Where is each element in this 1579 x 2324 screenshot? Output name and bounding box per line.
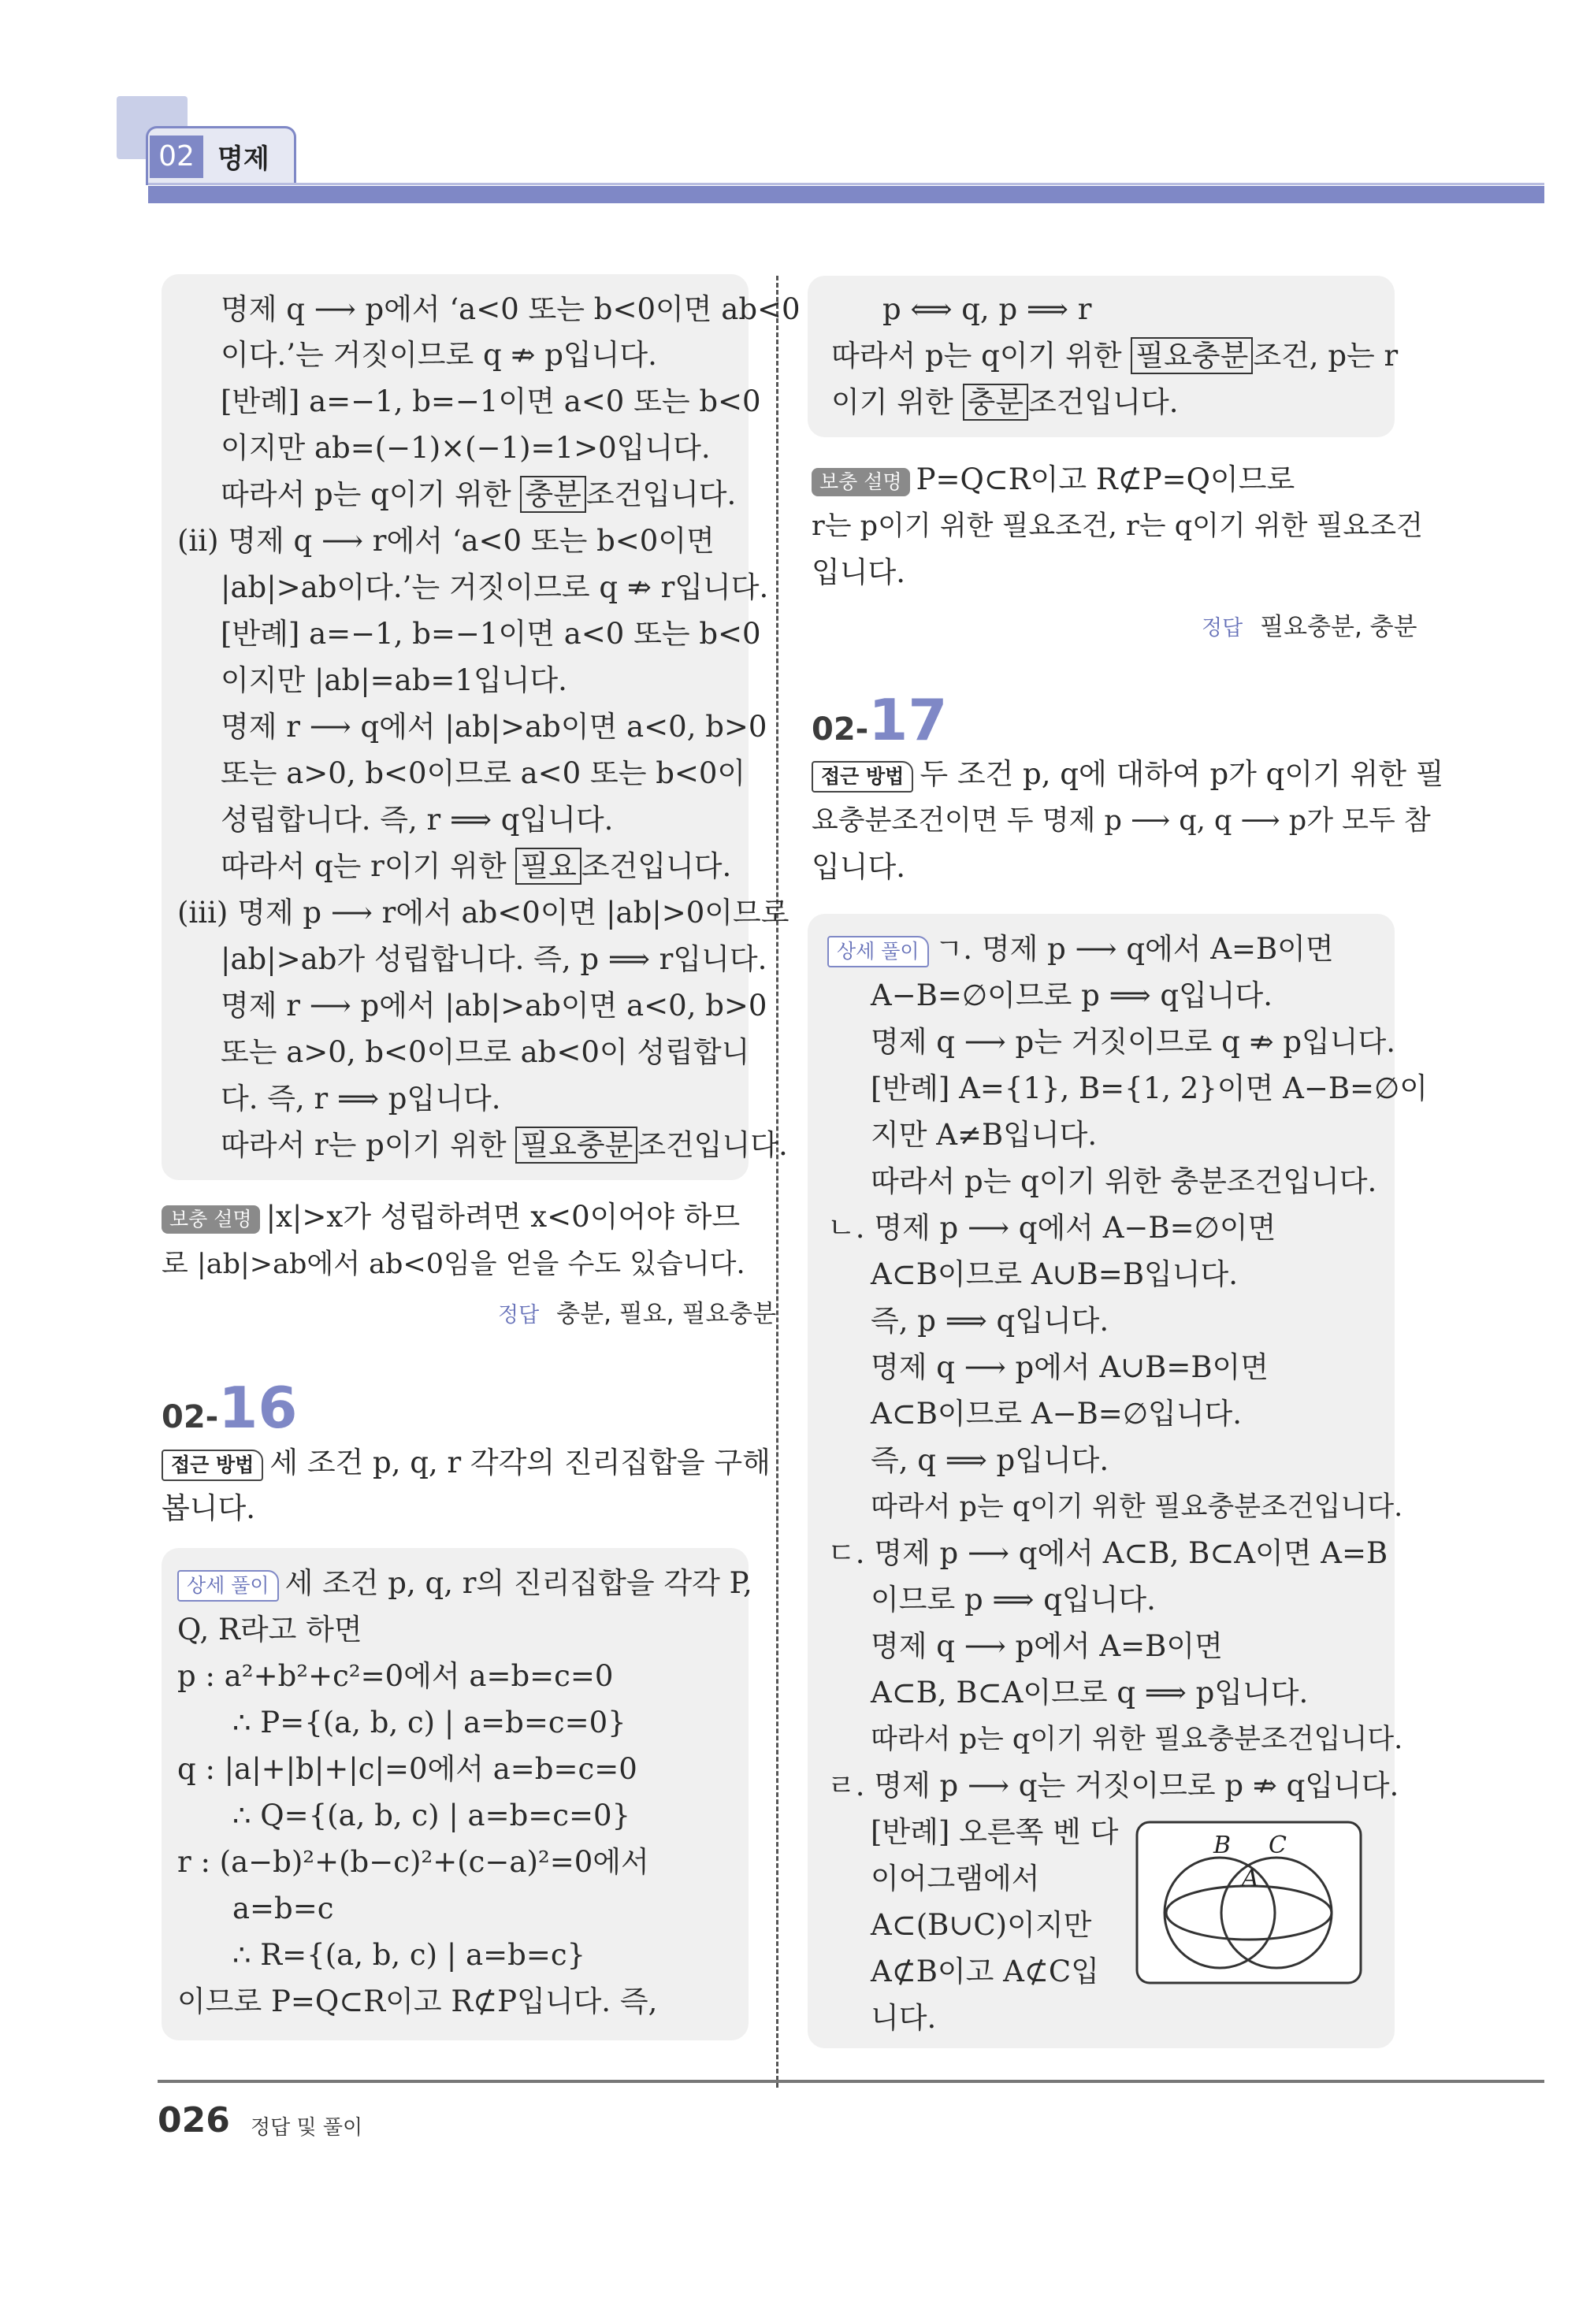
text-line: q : |a|+|b|+|c|=0에서 a=b=c=0: [177, 1752, 637, 1786]
answer-box: 필요충분: [515, 1127, 637, 1164]
text-line: 이다.’는 거짓이므로 q ⇏ p입니다.: [221, 338, 657, 372]
approach-tag: 접근 방법: [162, 1450, 263, 1481]
note-tag: 보충 설명: [812, 468, 910, 496]
note-tag: 보충 설명: [162, 1205, 260, 1234]
text-line: 지만 A≠B입니다.: [871, 1118, 1098, 1152]
venn-diagram: [1135, 1820, 1363, 1985]
chapter-title: 명제: [217, 143, 269, 175]
text-line: 명제 r ⟶ q에서 |ab|>ab이면 a<0, b>0: [221, 710, 767, 744]
venn-label-b: B: [1213, 1832, 1232, 1859]
text-line: A⊂B이므로 A∪B=B입니다.: [871, 1257, 1238, 1291]
approach-line: 요충분조건이면 두 명제 p ⟶ q, q ⟶ p가 모두 참: [812, 805, 1431, 837]
answer-label: 정답: [498, 1303, 540, 1327]
note-line: 로 |ab|>ab에서 ab<0임을 얻을 수도 있습니다.: [162, 1249, 745, 1280]
text-line: ㄷ. 명제 p ⟶ q에서 A⊂B, B⊂A이면 A=B: [827, 1536, 1388, 1570]
answer-box: 충분: [963, 384, 1028, 421]
column-divider: [776, 276, 778, 2088]
text-line: A⊂B이므로 A−B=∅입니다.: [871, 1397, 1243, 1431]
problem-number: 02-17: [812, 687, 948, 753]
text-line: ∴ P={(a, b, c) | a=b=c=0}: [232, 1706, 626, 1739]
text-line: [반례] a=−1, b=−1이면 a<0 또는 b<0: [221, 617, 761, 651]
text-line: ∴ R={(a, b, c) | a=b=c}: [232, 1938, 586, 1972]
text-line: 이지만 ab=(−1)×(−1)=1>0입니다.: [221, 431, 711, 465]
text-line: p : a²+b²+c²=0에서 a=b=c=0: [177, 1659, 614, 1693]
text-line: (iii) 명제 p ⟶ r에서 ab<0이면 |ab|>0이므로: [177, 896, 790, 930]
text-line: A−B=∅이므로 p ⟹ q입니다.: [871, 978, 1273, 1012]
approach-line: 봅니다.: [162, 1491, 255, 1525]
footer-rule: [158, 2080, 1544, 2083]
text-line: 성립합니다. 즉, r ⟹ q입니다.: [221, 803, 614, 837]
detail-tag: 상세 풀이: [177, 1570, 279, 1602]
detail-tag: 상세 풀이: [827, 936, 929, 967]
text-line: (ii) 명제 q ⟶ r에서 ‘a<0 또는 b<0이면: [177, 524, 715, 558]
text-line: p ⟺ q, p ⟹ r: [882, 292, 1092, 326]
answer-box: 필요: [515, 848, 581, 885]
text-line: 명제 q ⟶ p에서 A=B이면: [871, 1629, 1223, 1663]
text-line: 명제 r ⟶ p에서 |ab|>ab이면 a<0, b>0: [221, 989, 767, 1023]
text-line: 즉, q ⟹ p입니다.: [871, 1443, 1109, 1477]
text-line: 이기 위한 충분 조건입니다.: [831, 385, 1179, 419]
header-bar: [148, 186, 1544, 203]
text-line: 명제 q ⟶ p에서 ‘a<0 또는 b<0이면 ab<0: [221, 292, 801, 326]
text-line: 따라서 r는 p이기 위한 필요충분 조건입니다.: [221, 1128, 788, 1162]
text-line: A⊄B이고 A⊄C입: [871, 1955, 1099, 1988]
chapter-number: 02: [150, 136, 203, 178]
venn-label-c: C: [1269, 1832, 1287, 1859]
text-line: ㄹ. 명제 p ⟶ q는 거짓이므로 p ⇏ q입니다.: [827, 1769, 1399, 1802]
text-line: 즉, p ⟹ q입니다.: [871, 1304, 1109, 1338]
text-line: 따라서 p는 q이기 위한 필요충분조건입니다.: [871, 1724, 1403, 1755]
venn-label-a: A: [1242, 1865, 1259, 1892]
text-line: ∴ Q={(a, b, c) | a=b=c=0}: [232, 1799, 631, 1832]
approach-line: 입니다.: [812, 850, 905, 884]
text-line: 이므로 p ⟹ q입니다.: [871, 1583, 1156, 1617]
text-line: 다. 즉, r ⟹ p입니다.: [221, 1082, 501, 1116]
text-line: a=b=c: [232, 1891, 334, 1925]
text-line: 따라서 p는 q이기 위한 충분 조건입니다.: [221, 477, 737, 511]
header-rule: [148, 183, 1544, 185]
note-line: r는 p이기 위한 필요조건, r는 q이기 위한 필요조건: [812, 510, 1423, 542]
text-line: [반례] A={1}, B={1, 2}이면 A−B=∅이: [871, 1071, 1428, 1105]
answer-label: 정답: [1202, 616, 1243, 640]
text-line: A⊂(B∪C)이지만: [871, 1908, 1092, 1942]
note-line: 보충 설명 |x|>x가 성립하려면 x<0이어야 하므: [162, 1197, 740, 1237]
text-line: 니다.: [871, 2001, 937, 2035]
text-line: 또는 a>0, b<0이므로 a<0 또는 b<0이: [221, 756, 746, 790]
text-line: 명제 q ⟶ p에서 A∪B=B이면: [871, 1350, 1269, 1384]
text-line: 따라서 q는 r이기 위한 필요 조건입니다.: [221, 849, 732, 883]
approach-line: 접근 방법 세 조건 p, q, r 각각의 진리집합을 구해: [162, 1443, 771, 1483]
text-line: r : (a−b)²+(b−c)²+(c−a)²=0에서: [177, 1845, 649, 1879]
footer-label: 정답 및 풀이: [251, 2116, 363, 2140]
note-line: 보충 설명 P=Q⊂R이고 R⊄P=Q이므로: [812, 460, 1295, 499]
page-number: 026: [158, 2100, 230, 2140]
text-line: |ab|>ab이다.’는 거짓이므로 q ⇏ r입니다.: [221, 570, 769, 604]
text-line: 상세 풀이 세 조건 p, q, r의 진리집합을 각각 P,: [177, 1564, 752, 1603]
text-line: 명제 q ⟶ p는 거짓이므로 q ⇏ p입니다.: [871, 1025, 1396, 1059]
problem-number: 02-16: [162, 1375, 298, 1441]
answer-line: 정답 필요충분, 충분: [1202, 613, 1417, 641]
text-line: Q, R라고 하면: [177, 1613, 362, 1646]
text-line: 따라서 p는 q이기 위한 필요충분 조건, p는 r: [831, 339, 1399, 373]
text-line: 따라서 p는 q이기 위한 필요충분조건입니다.: [871, 1491, 1403, 1523]
text-line: A⊂B, B⊂A이므로 q ⟹ p입니다.: [871, 1676, 1309, 1710]
answer-line: 정답 충분, 필요, 필요충분: [498, 1300, 777, 1328]
note-line: 입니다.: [812, 555, 905, 589]
text-line: 상세 풀이 ㄱ. 명제 p ⟶ q에서 A=B이면: [827, 930, 1334, 969]
text-line: [반례] a=−1, b=−1이면 a<0 또는 b<0: [221, 384, 761, 418]
text-line: [반례] 오른쪽 벤 다: [871, 1815, 1119, 1849]
text-line: 이어그램에서: [871, 1862, 1040, 1895]
approach-tag: 접근 방법: [812, 761, 913, 793]
text-line: ㄴ. 명제 p ⟶ q에서 A−B=∅이면: [827, 1211, 1276, 1245]
answer-box: 충분: [520, 476, 585, 513]
text-line: 이므로 P=Q⊂R이고 R⊄P입니다. 즉,: [177, 1984, 658, 2018]
approach-line: 접근 방법 두 조건 p, q에 대하여 p가 q이기 위한 필: [812, 755, 1444, 794]
answer-box: 필요충분: [1131, 337, 1253, 374]
text-line: 따라서 p는 q이기 위한 충분조건입니다.: [871, 1164, 1377, 1198]
text-line: 이지만 |ab|=ab=1입니다.: [221, 663, 567, 697]
text-line: |ab|>ab가 성립합니다. 즉, p ⟹ r입니다.: [221, 942, 767, 976]
text-line: 또는 a>0, b<0이므로 ab<0이 성립합니: [221, 1035, 750, 1069]
